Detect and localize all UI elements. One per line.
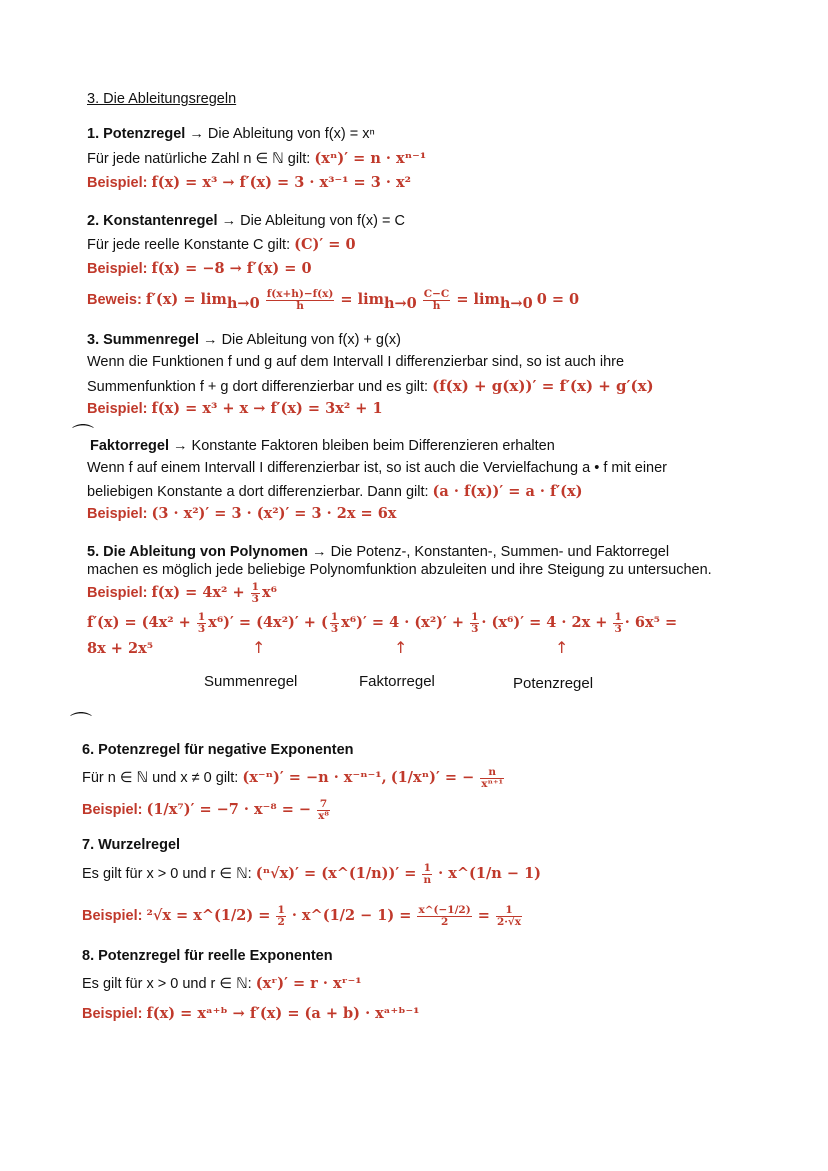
proof-part-b: = lim: [340, 291, 384, 308]
section-2-title: 2. Konstantenregel: [87, 213, 218, 229]
proof-label: Beweis:: [87, 292, 142, 308]
section-4-title: Faktorregel: [90, 438, 169, 454]
section-5-line1: machen es möglich jede beliebige Polynomfunktion abzuleiten und ihre Steigung zu untersuchen.: [87, 562, 712, 578]
proof-part-d: 0 = 0: [536, 291, 580, 308]
rule-formula: (xⁿ)′ = n · xⁿ⁻¹: [314, 150, 427, 167]
section-2-rule: [87, 236, 356, 254]
section-3-line1: Wenn die Funktionen f und g auf dem Intervall I differenzierbar sind, so ist auch ihre: [87, 354, 625, 370]
section-6-title: 6. Potenzregel für negative Exponenten: [82, 742, 354, 758]
section-1-title: 1. Potenzregel: [87, 126, 186, 142]
section-7-example: Beispiel: ²√x = x^(1/2) = $\frac{1}{2}$ · x^(1/2 − 1) = $\frac{x\^{}(-1/2)}{2}$ = $\frac{1}{2\cdot√x}$: [82, 903, 522, 928]
rule-formula: (ⁿ√x)′ = (x^(1/n))′ =: [255, 865, 417, 882]
one-third-fraction: $\frac{1}{3}$: [471, 610, 479, 635]
proof-fraction-2: $\frac{C-C}{h}$: [423, 287, 450, 312]
proof-fraction-1: $\frac{f(x+h)-f(x)}{h}$: [266, 287, 334, 312]
rule-tail: · x^(1/n − 1): [438, 865, 542, 882]
rule-text: Für n ∈ ℕ und x ≠ 0 gilt:: [82, 770, 239, 786]
example-label: Beispiel:: [87, 175, 148, 191]
section-6-example: [82, 797, 332, 823]
example-part-a: f(x) = 4x² +: [151, 584, 245, 601]
section-6-rule: [82, 765, 506, 791]
line2-text: beliebigen Konstante a dort differenzierbar. Dann gilt:: [87, 484, 429, 500]
section-1-rule: [87, 150, 426, 168]
line2-text: Summenfunktion f + g dort differenzierbar und es gilt:: [87, 379, 429, 395]
rule-fraction: $\frac{1}{n}$: [423, 861, 432, 886]
rule-text: Es gilt für x > 0 und r ∈ ℕ:: [82, 976, 252, 992]
proof-part-a: f′(x) = lim: [145, 291, 227, 308]
arrow-icon: →: [173, 438, 188, 454]
section-1-desc: Die Ableitung von f(x) = xⁿ: [207, 126, 375, 142]
section-8-title: 8. Potenzregel für reelle Exponenten: [82, 948, 333, 964]
section-8-rule: [82, 975, 362, 993]
example-label: Beispiel:: [82, 1006, 143, 1022]
example-part-a: ²√x = x^(1/2) =: [146, 907, 271, 924]
example-formula: f(x) = x³ → f′(x) = 3 · x³⁻¹ = 3 · x²: [151, 174, 411, 191]
section-4-title-line: [90, 437, 555, 455]
limit-sub: h→0: [383, 294, 417, 312]
arrow-icon: →: [189, 126, 204, 142]
section-3-line2: [87, 377, 654, 396]
label-summenregel: Summenregel: [204, 673, 298, 690]
one-third-fraction: $\frac{1}{3}$: [197, 610, 206, 635]
section-7-rule: [82, 861, 541, 887]
limit-sub: h→0: [499, 294, 533, 312]
section-8-example: [82, 1005, 419, 1023]
section-5-desc: Die Potenz-, Konstanten-, Summen- und Faktorregel: [330, 544, 670, 560]
section-2-title-line: [87, 212, 405, 230]
example-formula: f(x) = x³ + x → f′(x) = 3x² + 1: [151, 400, 383, 417]
section-3-title: 3. Summenregel: [87, 332, 200, 348]
example-formula: f(x) = −8 → f′(x) = 0: [151, 260, 312, 277]
line2-formula: (a · f(x))′ = a · f′(x): [432, 483, 583, 500]
hook-mark-icon: ⌒: [72, 423, 95, 448]
arrow-icon: →: [312, 544, 327, 560]
section-1-example: [87, 174, 411, 192]
deriv-part-e: · 6x⁵ =: [624, 614, 678, 631]
rule-text: Für jede natürliche Zahl n ∈ ℕ gilt:: [87, 151, 311, 167]
arrow-icon: →: [221, 213, 237, 229]
proof-part-c: = lim: [456, 291, 500, 308]
example-formula: (3 · x²)′ = 3 · (x²)′ = 3 · 2x = 6x: [151, 505, 397, 522]
line2-formula: (f(x) + g(x))′ = f′(x) + g′(x): [432, 377, 654, 395]
deriv-part-d: · (x⁶)′ = 4 · 2x +: [481, 614, 608, 631]
section-5-derivation: [87, 610, 677, 636]
example-fraction: $\frac{7}{\text{x⁸}}$: [318, 797, 329, 822]
section-3-title-line: [87, 331, 401, 349]
section-2-proof: [87, 287, 579, 317]
rule-formula-a: (x⁻ⁿ)′ = −n · x⁻ⁿ⁻¹,: [242, 769, 387, 786]
example-fraction-1: $\frac{1}{2}$: [277, 903, 285, 928]
example-part-b: x⁶: [261, 584, 277, 601]
one-third-fraction: $\frac{1}{3}$: [614, 610, 622, 635]
one-third-fraction: $\frac{1}{3}$: [251, 580, 259, 605]
arrow-icon: →: [203, 332, 218, 348]
example-part-a: (1/x⁷)′ = −7 · x⁻⁸ = −: [146, 801, 312, 818]
rule-formula: (C)′ = 0: [294, 236, 356, 253]
section-5-example: [87, 581, 277, 605]
section-4-example: [87, 505, 396, 523]
hook-mark-icon: ⌒: [70, 711, 93, 736]
example-label: Beispiel:: [87, 261, 148, 277]
example-label: Beispiel:: [87, 401, 148, 417]
section-3-desc: Die Ableitung von f(x) + g(x): [221, 332, 401, 348]
section-4-line2: [87, 483, 582, 501]
rule-fraction: $\frac{n}{\text{xⁿ⁺¹}}$: [481, 765, 504, 790]
section-7-title: 7. Wurzelregel: [82, 837, 181, 853]
section-4-line1: Wenn f auf einem Intervall I differenzierbar ist, so ist auch die Vervielfachung a • f mit einer: [87, 460, 667, 476]
section-3-example: [87, 400, 383, 418]
section-5-result: 8x + 2x⁵: [87, 640, 154, 657]
section-1-title-line: [87, 125, 375, 143]
up-arrow-icon: ↑: [555, 638, 569, 657]
rule-formula-b: (1/xⁿ)′ = −: [390, 769, 475, 786]
example-label: Beispiel:: [82, 802, 143, 818]
deriv-part-a: f′(x) = (4x² +: [87, 614, 191, 631]
section-2-example: [87, 260, 312, 278]
limit-sub: h→0: [226, 294, 260, 312]
example-fraction-2: $\frac{x\^{}(-1/2)}{2}$: [418, 903, 471, 928]
up-arrow-icon: ↑: [252, 638, 266, 657]
example-formula: f(x) = xᵃ⁺ᵇ → f′(x) = (a + b) · xᵃ⁺ᵇ⁻¹: [146, 1005, 420, 1022]
rule-text: Für jede reelle Konstante C gilt:: [87, 237, 291, 253]
example-label: Beispiel:: [87, 585, 148, 601]
page-heading: 3. Die Ableitungsregeln: [87, 91, 237, 107]
example-fraction-3: $\frac{1}{2\cdot√x}$: [496, 903, 522, 928]
example-label: Beispiel:: [82, 908, 143, 924]
label-faktorregel: Faktorregel: [359, 673, 435, 690]
section-5-title: 5. Die Ableitung von Polynomen: [87, 544, 309, 560]
rule-text: Es gilt für x > 0 und r ∈ ℕ:: [82, 866, 252, 882]
deriv-part-c: x⁶)′ = 4 · (x²)′ +: [341, 614, 465, 631]
one-third-fraction: $\frac{1}{3}$: [330, 610, 339, 635]
deriv-part-b: x⁶)′ = (4x²)′ + (: [208, 614, 328, 631]
section-4-desc: Konstante Faktoren bleiben beim Differenzieren erhalten: [191, 438, 555, 454]
rule-formula: (xʳ)′ = r · xʳ⁻¹: [255, 975, 362, 992]
section-2-desc: Die Ableitung von f(x) = C: [240, 213, 405, 229]
label-potenzregel: Potenzregel: [513, 675, 594, 692]
example-label: Beispiel:: [87, 506, 148, 522]
section-5-title-line: [87, 543, 669, 561]
example-part-b: · x^(1/2 − 1) =: [291, 907, 412, 924]
up-arrow-icon: ↑: [394, 638, 408, 657]
